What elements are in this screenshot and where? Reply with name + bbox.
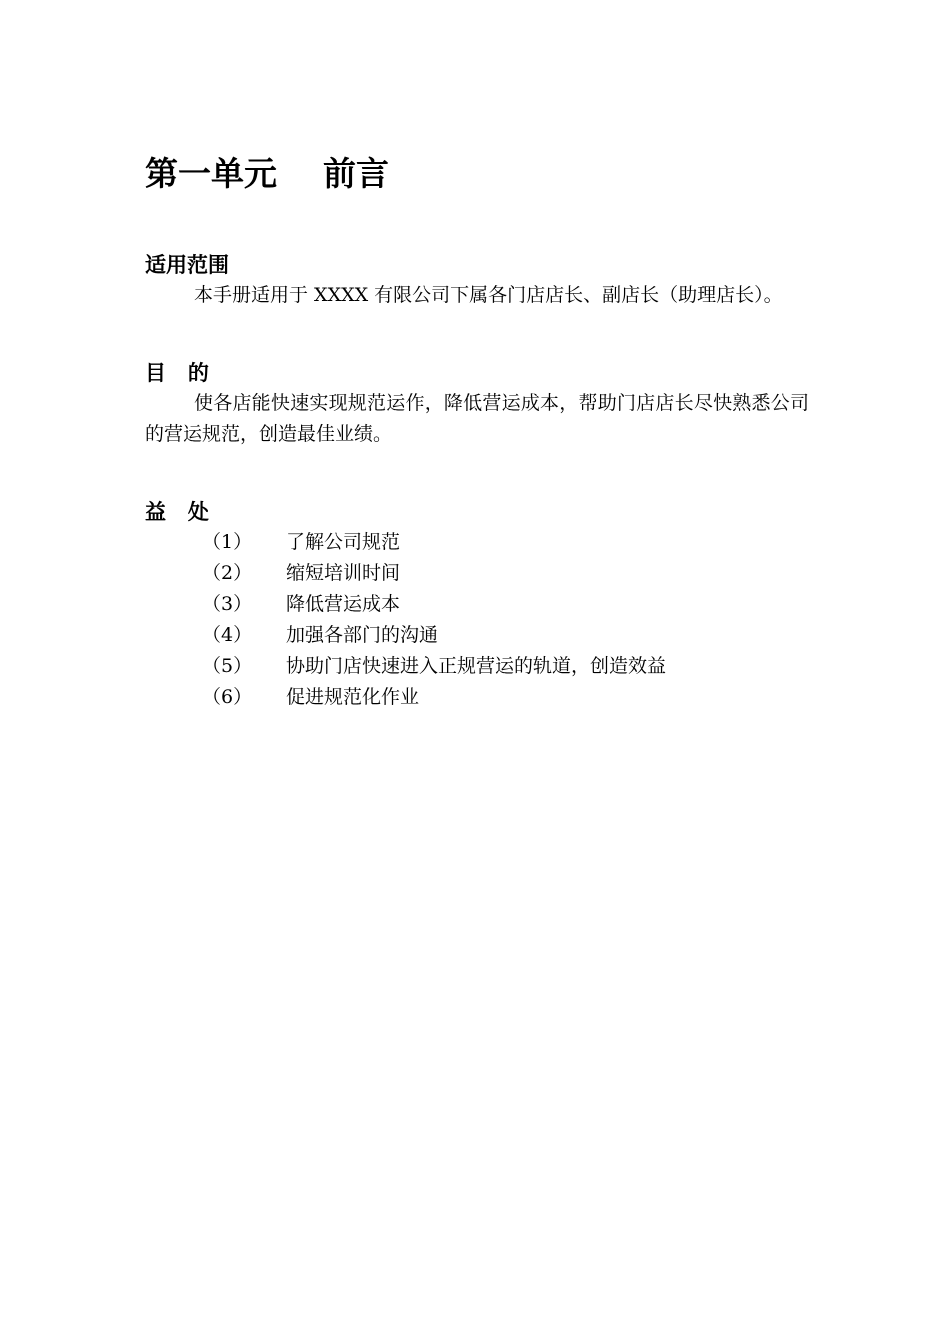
list-item-number: （6） [202, 686, 253, 708]
section-purpose [145, 358, 809, 450]
list-item [145, 589, 809, 620]
list-item [145, 527, 809, 558]
list-item-number: （4） [202, 624, 253, 646]
list-item-text: 降低营运成本 [286, 593, 401, 615]
list-item-text: 了解公司规范 [286, 531, 401, 553]
list-item-text: 缩短培训时间 [286, 562, 401, 584]
scope-paragraph: 本手册适用于 XXXX 有限公司下属各门店店长、副店长（助理店长）。 [194, 284, 783, 306]
list-item [145, 558, 809, 589]
list-item-text: 协助门店快速进入正规营运的轨道，创造效益 [286, 655, 667, 677]
list-item [145, 682, 809, 713]
purpose-paragraph: 使各店能快速实现规范运作，降低营运成本，帮助门店店长尽快熟悉公司的营运规范，创造最佳业绩。 [145, 392, 809, 445]
list-item-number: （5） [202, 655, 253, 677]
list-item [145, 620, 809, 651]
list-item-text: 促进规范化作业 [286, 686, 420, 708]
section-heading-purpose: 目 的 [145, 361, 209, 385]
list-item-text: 加强各部门的沟通 [286, 624, 439, 646]
page-content [145, 150, 809, 713]
section-benefits [145, 497, 809, 713]
section-scope [145, 250, 809, 311]
benefit-list [145, 527, 809, 713]
list-item-number: （2） [202, 562, 253, 584]
chapter-title: 第一单元 前言 [145, 154, 389, 193]
section-heading-benefits: 益 处 [145, 500, 209, 524]
section-heading-scope: 适用范围 [145, 253, 229, 277]
list-item [145, 651, 809, 682]
list-item-number: （3） [202, 593, 253, 615]
list-item-number: （1） [202, 531, 253, 553]
